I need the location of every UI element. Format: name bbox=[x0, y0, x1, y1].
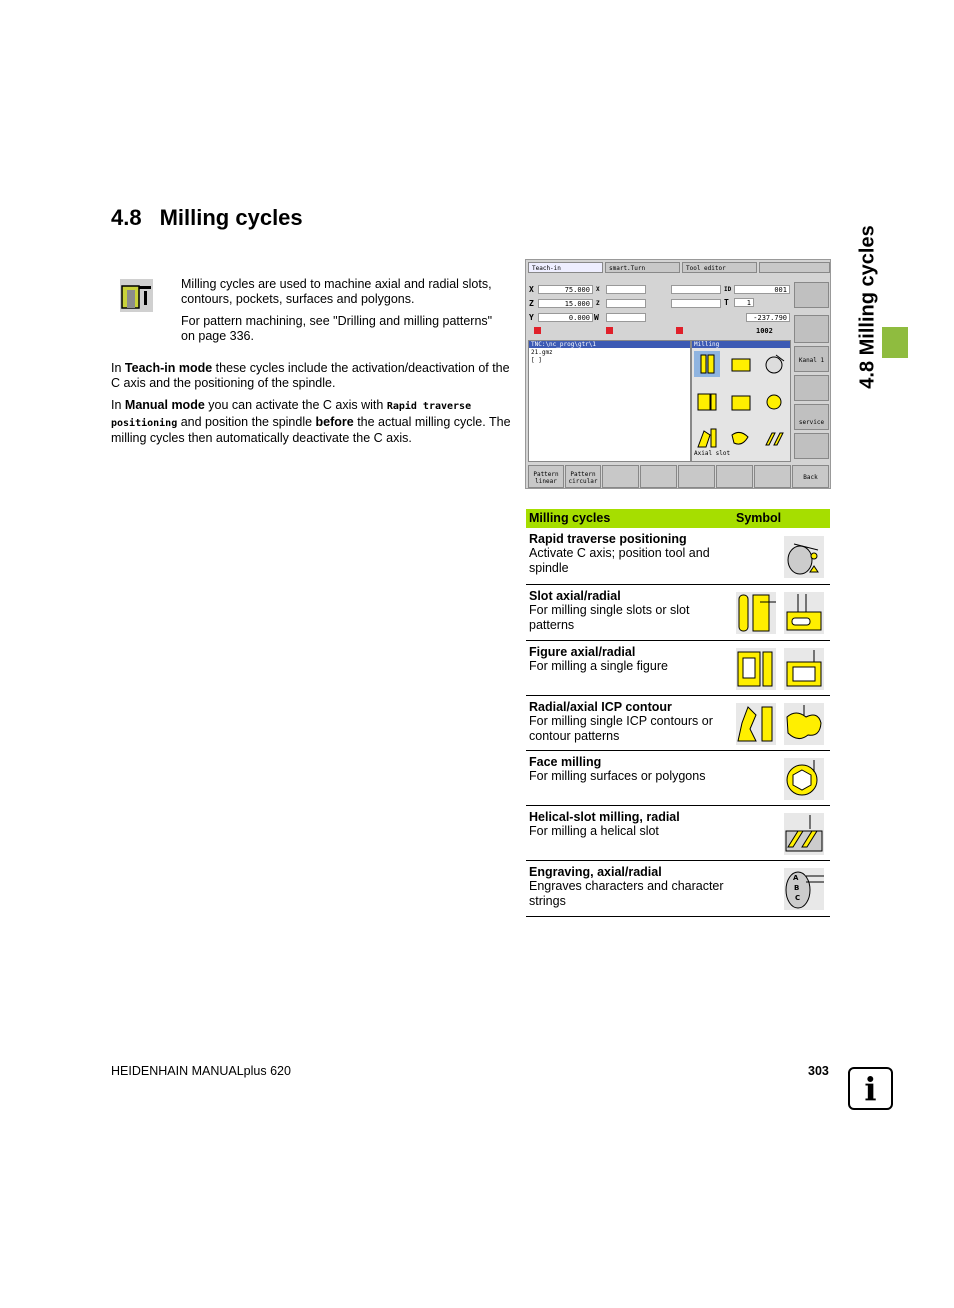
spindle-stop-icon bbox=[534, 327, 541, 334]
id-label: ID bbox=[724, 286, 732, 293]
c2-field bbox=[671, 299, 721, 308]
axis-y-label: Y bbox=[529, 313, 534, 322]
tool-button[interactable] bbox=[794, 433, 829, 459]
spindle2-stop-icon bbox=[676, 327, 683, 334]
svg-text:C: C bbox=[795, 894, 801, 902]
axis-z-value: 15.000 bbox=[538, 299, 593, 308]
svg-text:B: B bbox=[794, 884, 800, 892]
side-chapter-title: 4.8 Milling cycles bbox=[856, 225, 879, 389]
softkey-pattern-circular[interactable]: Pattern circular bbox=[565, 465, 601, 488]
diff-w-label: W bbox=[594, 313, 599, 322]
table-row: Radial/axial ICP contour For milling single ICP contours or contour patterns bbox=[526, 696, 830, 751]
softkey-3[interactable] bbox=[602, 465, 639, 488]
menu-face[interactable] bbox=[762, 388, 788, 414]
kanal-button[interactable]: Kanal 1 bbox=[794, 346, 829, 372]
intro-paragraph: Milling cycles are used to machine axial and radial slots, contours, pockets, surfaces and polygons. bbox=[181, 277, 492, 306]
diff-x-value bbox=[606, 285, 646, 294]
page-number: 303 bbox=[808, 1064, 829, 1078]
menu-slot-axial[interactable] bbox=[694, 351, 720, 377]
figure-axial-icon bbox=[736, 648, 776, 690]
table-header: Milling cycles Symbol bbox=[526, 509, 830, 528]
softkey-back[interactable]: Back bbox=[792, 465, 829, 488]
menu-icp-radial[interactable] bbox=[728, 425, 754, 451]
figure-radial-icon bbox=[784, 648, 824, 690]
section-heading: 4.8 Milling cycles bbox=[111, 205, 303, 230]
diff-x-label: X bbox=[596, 286, 600, 293]
diff-z-value bbox=[606, 299, 646, 308]
menu-figure-axial[interactable] bbox=[694, 388, 720, 414]
softkey-5[interactable] bbox=[678, 465, 715, 488]
slot-axial-icon bbox=[736, 592, 776, 634]
c-field bbox=[671, 285, 721, 294]
pattern-reference: For pattern machining, see "Drilling and milling patterns" on page 336. bbox=[181, 314, 493, 343]
helical-slot-icon bbox=[784, 813, 824, 855]
engraving-icon bbox=[784, 868, 824, 910]
c-angle-value: -237.790 bbox=[746, 313, 790, 322]
program-window: TNC:\nc_prog\gtr\1 21.gmz [ ] bbox=[528, 340, 691, 462]
axis-x-label: X bbox=[529, 285, 534, 294]
footer-product: HEIDENHAIN MANUALplus 620 bbox=[111, 1064, 291, 1078]
table-row: Face milling For milling surfaces or polygons bbox=[526, 751, 830, 806]
softkey-4[interactable] bbox=[640, 465, 677, 488]
spindle-speed: 1002 bbox=[756, 327, 773, 335]
menu-footer: Axial slot bbox=[694, 450, 731, 457]
softkey-pattern-linear[interactable]: Pattern linear bbox=[528, 465, 564, 488]
table-row: Slot axial/radial For milling single slots or slot patterns bbox=[526, 585, 830, 641]
tool-label: T bbox=[724, 298, 729, 307]
right-button-1[interactable] bbox=[794, 282, 829, 308]
menu-helical[interactable] bbox=[762, 425, 788, 451]
tab-teach-in[interactable]: Teach-in bbox=[528, 262, 603, 273]
axis-y-value: 0.000 bbox=[538, 313, 593, 322]
rapid-positioning-icon bbox=[784, 536, 824, 578]
manual-mode-paragraph: In Manual mode you can activate the C axis with Rapid traverse positioning and position the spindle before the actual milling cycle. The milling cycles then automatically deactivate the C axis. bbox=[111, 398, 511, 445]
softkey-7[interactable] bbox=[754, 465, 791, 488]
icp-radial-icon bbox=[784, 703, 824, 745]
table-row: Helical-slot milling, radial For milling a helical slot bbox=[526, 806, 830, 861]
milling-menu: Milling Axial slot bbox=[691, 340, 791, 462]
right-button-2[interactable] bbox=[794, 315, 829, 343]
info-icon: i bbox=[848, 1067, 893, 1110]
teach-in-paragraph: In Teach-in mode these cycles include the activation/deactivation of the C axis and the positioning of the spindle. bbox=[111, 361, 510, 390]
menu-icp-axial[interactable] bbox=[694, 425, 720, 451]
axis-x-value: 75.000 bbox=[538, 285, 593, 294]
menu-slot-radial[interactable] bbox=[728, 351, 754, 377]
diff-z-label: Z bbox=[596, 300, 600, 307]
id-value: 001 bbox=[734, 285, 790, 294]
icp-axial-icon bbox=[736, 703, 776, 745]
tab-tool-editor[interactable]: Tool editor bbox=[682, 262, 757, 273]
face-milling-icon bbox=[784, 758, 824, 800]
table-row: Engraving, axial/radial Engraves characters and character strings A B C bbox=[526, 861, 830, 917]
feed-stop-icon bbox=[606, 327, 613, 334]
diff-w-value bbox=[606, 313, 646, 322]
table-row: Figure axial/radial For milling a single figure bbox=[526, 641, 830, 696]
tab-smart-turn[interactable]: smart.Turn bbox=[605, 262, 680, 273]
table-row: Rapid traverse positioning Activate C axis; position tool and spindle bbox=[526, 528, 830, 585]
control-screenshot bbox=[525, 259, 831, 489]
menu-rapid[interactable] bbox=[762, 351, 788, 377]
softkey-6[interactable] bbox=[716, 465, 753, 488]
service-button[interactable]: service bbox=[794, 404, 829, 430]
menu-figure-radial[interactable] bbox=[728, 388, 754, 414]
tab-extra[interactable] bbox=[759, 262, 830, 273]
slot-radial-icon bbox=[784, 592, 824, 634]
svg-text:A: A bbox=[793, 874, 799, 882]
right-button-4[interactable] bbox=[794, 375, 829, 401]
tool-value: 1 bbox=[734, 298, 754, 307]
milling-note-icon bbox=[120, 279, 153, 312]
axis-z-label: Z bbox=[529, 299, 534, 308]
